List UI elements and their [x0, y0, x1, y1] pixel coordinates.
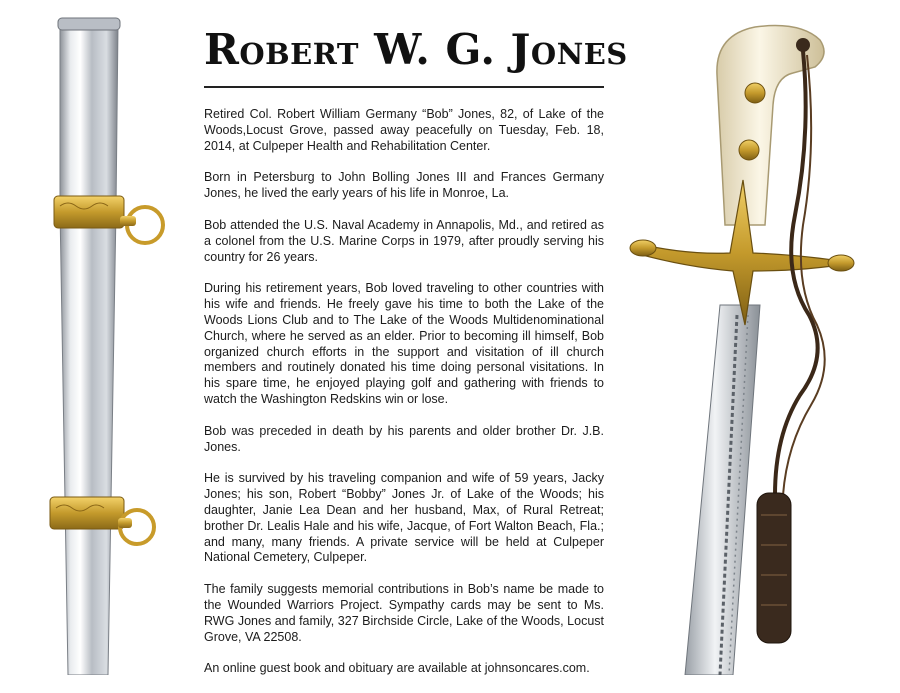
- paragraph-birth: Born in Petersburg to John Bolling Jones III and Frances Germany Jones, he lived the early years of his life in Monroe, La.: [204, 170, 604, 201]
- grip-rosette-lower: [739, 140, 759, 160]
- upper-brass-band: [54, 196, 124, 228]
- page-title: Robert W. G. Jones: [204, 25, 628, 74]
- grip-rosette-upper: [745, 83, 765, 103]
- lower-brass-band: [50, 497, 124, 529]
- paragraph-death-notice: Retired Col. Robert William Germany “Bob” Jones, 82, of Lake of the Woods,Locust Grove, passed away peacefully on Tuesday, Feb. 18, 2014, at Culpeper Health and Rehabilitation Center.: [204, 107, 604, 153]
- paragraph-retirement: During his retirement years, Bob loved traveling to other countries with his wife and friends. He freely gave his time to both the Lake of the Woods Lions Club and to The Lake of the Woods Multidenominational Church, where he served as an elder. Prior to becoming ill himself, Bob organized church efforts in the support and visitation of ill church members and routinely donated his time doing personal visitations. In his spare time, he enjoyed playing golf and gathering with friends to watch the Washington Redskins win or lose.: [204, 281, 604, 406]
- scabbard-illustration: [30, 10, 180, 675]
- scabbard-body: [60, 25, 118, 675]
- cross-guard: [635, 180, 853, 325]
- paragraph-preceded: Bob was preceded in death by his parents and older brother Dr. J.B. Jones.: [204, 423, 604, 454]
- guard-finial-left: [630, 240, 656, 256]
- guard-finial-right: [828, 255, 854, 271]
- paragraph-guest-book: An online guest book and obituary are available at johnsoncares.com.: [204, 661, 590, 676]
- scabbard-throat: [58, 18, 120, 30]
- paragraph-survivors: He is survived by his traveling companion and wife of 59 years, Jacky Jones; his son, Robert “Bobby” Jones Jr. of Lake of the Woods; his daughter, Janie Lea Dean and her husband, Max, of Rural Retreat; brother Dr. Lealis Hale and his wife, Jacque, of Fort Walton Beach, Fla.; and many, many friends. A private service will be held at Culpeper National Cemetery, Culpeper.: [204, 471, 604, 565]
- pommel-hole: [796, 38, 810, 52]
- obituary-column: [204, 24, 628, 693]
- title-divider: [204, 86, 604, 88]
- paragraph-memorial: The family suggests memorial contributions in Bob’s name be made to the Wounded Warriors Project. Sympathy cards may be sent to Ms. RWG Jones and family, 327 Birchside Circle, Lake of the Woods, Locust Grove, VA 22508.: [204, 582, 604, 644]
- paragraph-career: Bob attended the U.S. Naval Academy in Annapolis, Md., and retired as a colonel from the U.S. Marine Corps in 1979, after proudly serving his country for 26 years.: [204, 217, 604, 264]
- sword-illustration: [625, 15, 865, 675]
